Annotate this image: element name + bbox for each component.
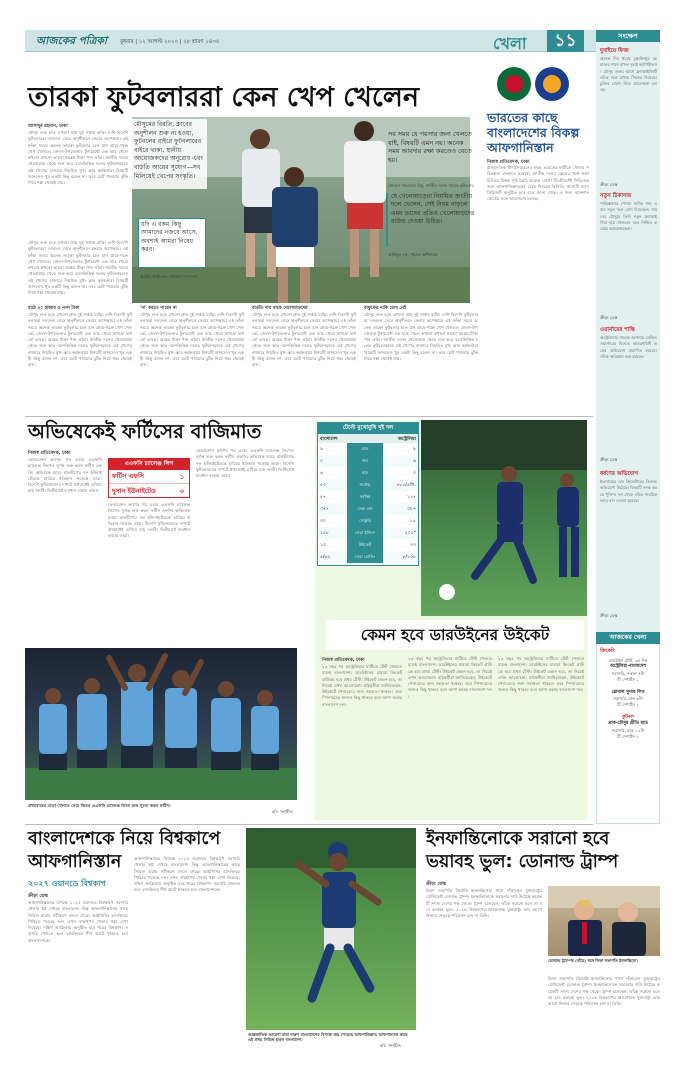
fortis-body-col3: ফেডারেশন কাপের পর এবার এএফসি চ্যালেঞ্জ লিগেও দুর্দান্ত শুরু করল ফর্টিস এফসি। অভিষেক ম্যাচে মালদ্বীপের দল ইউনাইটেডকে হারিয়ে ইতিহাস গড়েছে তারা। বিদেশি ফুটবলারদের দাপটে প্রথমার্ধেই এগিয়ে যায় দলটি। দ্বিতীয়ার্ধে ব্যবধান বাড়ায় তারা। bbox=[196, 448, 294, 479]
table-row bbox=[318, 491, 418, 503]
lead-quote3-box bbox=[386, 193, 478, 247]
table-cell: ৩০ bbox=[320, 519, 326, 524]
section-divider-bottom bbox=[25, 824, 593, 825]
table-row-label: সেরা বোলিং bbox=[347, 551, 383, 563]
table-row bbox=[318, 443, 418, 455]
page-number: ১১ bbox=[547, 30, 584, 52]
table-col-header: বাংলাদেশ bbox=[320, 436, 338, 442]
afghan-byline: ক্রীড়া ডেস্ক bbox=[28, 894, 48, 899]
table-row-label: সেরা ইনিংস bbox=[347, 527, 383, 539]
right-feature-body: রাজনৈতিক টানাপোড়েনের ফলে ভারতের মাটিতে খেলার পরিকল্পনা বদলাতে হয়েছে। জাতীয় দলের ফ্রেমের সঙ্গে তাল মিলিয়ে বিকল্প সূচি তৈরি করেছে বোর্ড। টি-টোয়েন্টি সিরিজের জন্য আফগানিস্তানকেই বেছে নিয়েছে বিসিবি। আগামী মাসে সিরিজটি অনুষ্ঠিত হবে বলে জানা গেছে। এ জন্য আফগান বোর্ডের সঙ্গে আলোচনা চলছে। bbox=[487, 165, 589, 202]
sidebar-item2-title[interactable]: নতুন ঠিকানায় bbox=[600, 193, 632, 199]
darwin-table-title: টেস্টে মুখোমুখি দুই দল bbox=[318, 423, 418, 434]
lead-col-a: মৌসুম শুরু হতে এখনো প্রায় দুই সপ্তাহ বাকি। দেশি-বিদেশি ফুটবলাররা দলবদল সেরে অনুশীলনে ফেরার অপেক্ষায়। এই ফাঁকা সময়ে অনেক তারকা ফুটবলার চলে যান গ্রামে-গঞ্জে খেপ খেলতে। জেলা-উপজেলার টুর্নামেন্টে এক ম্যাচ খেলে কখনো কখনো ভালো অঙ্কের টাকা পান তাঁরা। জাতীয় দলের খেলোয়াড় থেকে শুরু করে বয়সভিত্তিক দলের ফুটবলাররাও এই খেপের বাজারে নিয়মিত মুখ। ক্লাব কর্মকর্তারা বিষয়টি জানলেও খুব একটা কিছু বলেন না। তবে চোট পাওয়ার ঝুঁকি নিয়ে শঙ্কা থেকেই যায়। bbox=[28, 312, 132, 368]
tv-item: টি স্পোর্টস ১ bbox=[617, 677, 639, 683]
fortis-byline: নিজস্ব প্রতিবেদক, ঢাকা bbox=[28, 451, 71, 456]
fortis-body-col1: ফেডারেশন কাপের পর এবার এএফসি চ্যালেঞ্জ লিগেও দুর্দান্ত শুরু করল ফর্টিস এফসি। অভিষেক ম্যাচে মালদ্বীপের দল ইউনাইটেডকে হারিয়ে ইতিহাস গড়েছে তারা। বিদেশি ফুটবলারদের দাপটে প্রথমার্ধেই এগিয়ে যায় দলটি। দ্বিতীয়ার্ধে ব্যবধান বাড়ায় তারা। bbox=[28, 457, 102, 494]
table-row-label: জয় bbox=[347, 455, 383, 467]
darwin-table-box bbox=[317, 422, 419, 566]
afghan-body-col2: আফগানিস্তানের বিপক্ষে ২০২৪ ওয়ানডে বিশ্বকাপে সরাসরি খেলার স্বপ্ন দেখছে বাংলাদেশ। কিন্তু আফগানিস্তানের কাছে সিরিজ হারায় সমীকরণ বদলে গেছে। আইসিসির র‍্যাংকিংয়ে পিছিয়ে পড়েছে দল। এখন বাছাইপর্ব খেলার শঙ্কা দেখা দিয়েছে। দক্ষিণ আফ্রিকায় অনুষ্ঠিত হবে পরের বিশ্বকাপ। সরাসরি খেলতে হলে র‍্যাংকিংয়ে শীর্ষ আটে থাকতে হবে বাংলাদেশকে। bbox=[134, 856, 240, 893]
lead-quote1-attr: আমির আমিরুল, সাধারণ সম্পাদক bbox=[140, 274, 198, 279]
tv-item: ফুটবল bbox=[622, 714, 634, 720]
tv-item: প্রাক-মৌসুম প্রীতি ম্যাচ bbox=[608, 721, 648, 727]
table-cell: ০ bbox=[320, 459, 323, 464]
table-cell: ১৩ bbox=[320, 543, 326, 548]
trump-headline[interactable]: ইনফান্তিনোকে সরানো হবে ভয়াবহ ভুল: ডোনাল্ড ট্রাম্প bbox=[426, 829, 619, 872]
sidebar-item2-src: ক্রীড়া ডেস্ক bbox=[600, 315, 618, 320]
darwin-byline: নিজস্ব প্রতিবেদক, ঢাকা bbox=[322, 658, 365, 663]
tv-item: সরাসরি, রাত ৮টা bbox=[613, 696, 643, 702]
table-cell: ১৫ bbox=[410, 519, 416, 524]
tv-item: সরাসরি, রাত ১২টা bbox=[611, 727, 645, 733]
score-team2: দুসান ইউনাইটেড bbox=[112, 486, 156, 495]
sidebar-header: সংক্ষেপ bbox=[596, 30, 660, 42]
tv-item: ডারউইন টেস্ট, ৩য় দিন bbox=[608, 658, 648, 663]
tv-item: সরাসরি, সকাল ৭টা bbox=[611, 670, 645, 676]
table-cell: ৫/৬২ bbox=[320, 555, 331, 560]
score-value1: ১ bbox=[179, 472, 185, 481]
score-header: এএফসি চ্যালেঞ্জ লিগ bbox=[109, 459, 189, 470]
sidebar-item3-title[interactable]: ওয়ার্নারের শাস্তি bbox=[600, 327, 635, 333]
table-row-label: সর্বোচ্চ bbox=[347, 479, 383, 491]
sidebar-item4-title[interactable]: ধর্ষণের অভিযোগ bbox=[600, 471, 639, 477]
trump-body-col1: ফিফা সভাপতি জিয়ান্নি ইনফান্তিনোর পাশে দাঁড়ালেন যুক্তরাষ্ট্রের প্রেসিডেন্ট ডোনাল্ড ট্রাম্প। ইনফান্তিনোকে সরানোর দাবি উঠেছে কয়েকটি সদস্য দেশের পক্ষ থেকে। ট্রাম্প বলেছেন, তাঁকে সরানো হলে তা হবে ভয়াবহ ভুল। ২০২৬ বিশ্বকাপের আয়োজক যুক্তরাষ্ট্র। তার আগে ফিফার নেতৃত্বে পরিবর্তন চান না তিনি। bbox=[426, 888, 542, 919]
tv-item: গ্লোবাল সুপার লিগ bbox=[611, 689, 645, 695]
lead-quote2: সব সময় যে পয়সার জন্য খেলতে যাই, বিষয়টি এমন নয়। অনেক সময় আবদার রক্ষা করতেও যেতে হয়। bbox=[388, 130, 472, 164]
table-cell: ৬ bbox=[320, 471, 323, 476]
table-cell: ২০১* bbox=[404, 531, 416, 536]
table-row bbox=[318, 551, 418, 563]
afghan-headline[interactable]: বাংলাদেশকে নিয়ে বিশ্বকাপে আফগানিস্তান bbox=[28, 829, 221, 872]
score-team1: ফর্টিস এফসি bbox=[112, 472, 145, 480]
lead-subhead1: মাঠে ৫০ হাজার ও নগদ টাকা bbox=[28, 306, 80, 311]
table-cell: ৩৩ bbox=[410, 543, 416, 548]
lead-col-d: মৌসুম শুরু হতে এখনো প্রায় দুই সপ্তাহ বাকি। দেশি-বিদেশি ফুটবলাররা দলবদল সেরে অনুশীলনে ফেরার অপেক্ষায়। এই ফাঁকা সময়ে অনেক তারকা ফুটবলার চলে যান গ্রামে-গঞ্জে খেপ খেলতে। জেলা-উপজেলার টুর্নামেন্টে এক ম্যাচ খেলে কখনো কখনো ভালো অঙ্কের টাকা পান তাঁরা। জাতীয় দলের খেলোয়াড় থেকে শুরু করে বয়সভিত্তিক দলের ফুটবলাররাও এই খেপের বাজারে নিয়মিত মুখ। ক্লাব কর্মকর্তারা বিষয়টি জানলেও খুব একটা কিছু বলেন না। তবে চোট পাওয়ার ঝুঁকি নিয়ে শঙ্কা থেকেই যায়। bbox=[364, 312, 478, 362]
afghan-subhead: ২০২৭ ওয়ানডে বিশ্বকাপ bbox=[28, 879, 106, 888]
table-cell: ১১৭ bbox=[407, 495, 416, 500]
lead-headline[interactable]: তারকা ফুটবলাররা কেন খেপ খেলেন bbox=[28, 82, 419, 113]
darwin-body-col1: ২৩ বছর পর অস্ট্রেলিয়ার মাটিতে টেস্ট খেলতে যাচ্ছে বাংলাদেশ। ডারউইনের মারারা ক্রিকেট গ্রাউন্ডে হবে প্রথম টেস্ট। উইকেট কেমন হবে, তা নিয়েই এখন আলোচনা। মাঠকর্মীরা জানিয়েছেন, উইকেটে পেসারদের জন্য সহায়তা থাকবে। তবে স্পিনারদের জন্যও কিছু থাকবে বলে আশা করছে বাংলাদেশ দল। bbox=[322, 664, 402, 707]
fortis-body-col2: ফেডারেশন কাপের পর এবার এএফসি চ্যালেঞ্জ লিগেও দুর্দান্ত শুরু করল ফর্টিস এফসি। অভিষেক ম্যাচে মালদ্বীপের দল ইউনাইটেডকে হারিয়ে ইতিহাস গড়েছে তারা। বিদেশি ফুটবলারদের দাপটে প্রথমার্ধেই এগিয়ে যায় দলটি। দ্বিতীয়ার্ধে ব্যবধান বাড়ায় তারা। bbox=[108, 502, 190, 539]
fortis-photo bbox=[25, 648, 297, 800]
sidebar-item2-body: পাকিস্তানের পেসার নাসিম শাহ এবার নতুন দলে যোগ দিয়েছেন। সামনের মৌসুমে তিনি নতুন ফ্র্যাঞ্চাইজির হয়ে খেলবেন বলে নিশ্চিত করেছে আয়োজকেরা। bbox=[600, 201, 657, 232]
sidebar-item3-body: অস্ট্রেলিয়ার সাবেক ওপেনার ডেভিড ওয়ার্নারের বিরুদ্ধে আচরণবিধি ভঙ্গের অভিযোগ প্রমাণিত হয়েছে। তাঁকে জরিমানা করা হয়েছে। bbox=[600, 335, 657, 359]
section-title: খেলা bbox=[493, 34, 527, 53]
table-row-label: সেরা রান bbox=[347, 503, 383, 515]
lead-inset-quote: মৌসুমের বিরতি, ক্লাবের অনুশীলন শুরু না হওয়া, ফুটবলের বাইরে ফুটবলারের বাইরে থাকা, স্থানীয় আয়োজকদের অনুরোধ এবং বাড়তি আয়ের সুযোগ—সব মিলিয়েই খেপের সংস্কৃতি। bbox=[132, 119, 207, 189]
lead-body-col1b: মৌসুম শুরু হতে এখনো প্রায় দুই সপ্তাহ বাকি। দেশি-বিদেশি ফুটবলাররা দলবদল সেরে অনুশীলনে ফেরার অপেক্ষায়। এই ফাঁকা সময়ে অনেক তারকা ফুটবলার চলে যান গ্রামে-গঞ্জে খেপ খেলতে। জেলা-উপজেলার টুর্নামেন্টে এক ম্যাচ খেলে কখনো কখনো ভালো অঙ্কের টাকা পান তাঁরা। জাতীয় দলের খেলোয়াড় থেকে শুরু করে বয়সভিত্তিক দলের ফুটবলাররাও এই খেপের বাজারে নিয়মিত মুখ। ক্লাব কর্মকর্তারা বিষয়টি জানলেও খুব একটা কিছু বলেন না। তবে চোট পাওয়ার ঝুঁকি নিয়ে শঙ্কা থেকেই যায়। bbox=[28, 240, 128, 296]
trump-caption: ডোনাল্ড ট্রাম্পের (বাঁয়ে) সঙ্গে ফিফা সভাপতি ইনফান্তিনো। bbox=[548, 958, 638, 963]
sidebar-item4-src: ক্রীড়া ডেস্ক bbox=[600, 613, 618, 618]
lead-byline: আসাদুর রহমান, ঢাকা bbox=[28, 124, 68, 129]
lead-col-c: মৌসুম শুরু হতে এখনো প্রায় দুই সপ্তাহ বাকি। দেশি-বিদেশি ফুটবলাররা দলবদল সেরে অনুশীলনে ফেরার অপেক্ষায়। এই ফাঁকা সময়ে অনেক তারকা ফুটবলার চলে যান গ্রামে-গঞ্জে খেপ খেলতে। জেলা-উপজেলার টুর্নামেন্টে এক ম্যাচ খেলে কখনো কখনো ভালো অঙ্কের টাকা পান তাঁরা। জাতীয় দলের খেলোয়াড় থেকে শুরু করে বয়সভিত্তিক দলের ফুটবলাররাও এই খেপের বাজারে নিয়মিত মুখ। ক্লাব কর্মকর্তারা বিষয়টি জানলেও খুব একটা কিছু বলেন না। তবে চোট পাওয়ার ঝুঁকি নিয়ে শঙ্কা থেকেই যায়। bbox=[252, 312, 356, 368]
masthead-date: বুধবার | ১২ আগস্ট ২০২০ | ২৮ শ্রাবণ ১৪৩৫ bbox=[120, 39, 220, 45]
table-cell: ৯ bbox=[320, 447, 323, 452]
afghan-body-col1: আফগানিস্তানের বিপক্ষে ২০২৪ ওয়ানডে বিশ্বকাপে সরাসরি খেলার স্বপ্ন দেখছে বাংলাদেশ। কিন্তু আফগানিস্তানের কাছে সিরিজ হারায় সমীকরণ বদলে গেছে। আইসিসির র‍্যাংকিংয়ে পিছিয়ে পড়েছে দল। এখন বাছাইপর্ব খেলার শঙ্কা দেখা দিয়েছে। দক্ষিণ আফ্রিকায় অনুষ্ঠিত হবে পরের বিশ্বকাপ। সরাসরি খেলতে হলে র‍্যাংকিংয়ে শীর্ষ আটে থাকতে হবে বাংলাদেশকে। bbox=[28, 900, 128, 943]
table-row bbox=[318, 479, 418, 491]
right-feature-headline[interactable]: ভারতের কাছে বাংলাদেশের বিকল্প আফগানিস্তান bbox=[487, 110, 580, 155]
table-col-header bbox=[347, 434, 383, 443]
fortis-headline[interactable]: অভিষেকেই ফর্টিসের বাজিমাত bbox=[28, 420, 262, 443]
afghan-caption: আন্তর্জাতিক আয়েশা মায়া দারুণ বাংলাদেশের বিপক্ষে জয় পেয়েছে আফগানিস্তান। আফগানদের কাছে এই প্রথম সিরিজ হারল বাংলাদেশ। bbox=[248, 1032, 408, 1043]
table-row bbox=[318, 503, 418, 515]
table-cell: ১৫৮ bbox=[320, 531, 329, 536]
darwin-headline[interactable]: কেমন হবে ডারউইনের উইকেট bbox=[326, 620, 584, 650]
tv-header: আজকের খেলা bbox=[596, 632, 660, 644]
darwin-body-col2: ২৩ বছর পর অস্ট্রেলিয়ার মাটিতে টেস্ট খেলতে যাচ্ছে বাংলাদেশ। ডারউইনের মারারা ক্রিকেট গ্রাউন্ডে হবে প্রথম টেস্ট। উইকেট কেমন হবে, তা নিয়েই এখন আলোচনা। মাঠকর্মীরা জানিয়েছেন, উইকেটে পেসারদের জন্য সহায়তা থাকবে। তবে স্পিনারদের জন্যও কিছু থাকবে বলে আশা করছে বাংলাদেশ দল। bbox=[408, 656, 492, 699]
trump-byline: ক্রীড়া ডেস্ক bbox=[426, 882, 446, 887]
right-feature-byline: নিজস্ব প্রতিবেদক, ঢাকা bbox=[487, 160, 530, 165]
sidebar-item4-body: ইংল্যান্ডের এক ক্রিকেটারের বিরুদ্ধে অভিযোগ উঠেছে। বিষয়টি তদন্ত করছে পুলিশ। দল থেকে তাঁকে সাময়িকভাবে বাদ দেওয়া হয়েছে। bbox=[600, 479, 657, 503]
table-row-label: উইকেট bbox=[347, 539, 383, 551]
sidebar-item1-src: ক্রীড়া ডেস্ক bbox=[600, 182, 618, 187]
table-cell: ৬ bbox=[413, 459, 416, 464]
table-row bbox=[318, 467, 418, 479]
tv-list bbox=[598, 658, 658, 740]
table-row-label: সেঞ্চুরি bbox=[347, 515, 383, 527]
section-divider bbox=[25, 416, 593, 417]
tv-item: টি স্পোর্টস ১ bbox=[617, 734, 639, 740]
table-col-header: অস্ট্রেলিয়া bbox=[397, 436, 416, 442]
table-row bbox=[318, 515, 418, 527]
right-feature-logos bbox=[494, 58, 576, 106]
darwin-table bbox=[318, 434, 418, 563]
table-cell: ৩৮৭ bbox=[407, 507, 416, 512]
lead-quote1: যদি এ রকম কিছু আমাদের নজরে আসে, অবশ্যই আমরা নিষেধ করব। bbox=[141, 221, 198, 254]
table-row bbox=[318, 539, 418, 551]
darwin-body-col3: ২৩ বছর পর অস্ট্রেলিয়ার মাটিতে টেস্ট খেলতে যাচ্ছে বাংলাদেশ। ডারউইনের মারারা ক্রিকেট গ্রাউন্ডে হবে প্রথম টেস্ট। উইকেট কেমন হবে, তা নিয়েই এখন আলোচনা। মাঠকর্মীরা জানিয়েছেন, উইকেটে পেসারদের জন্য সহায়তা থাকবে। তবে স্পিনারদের জন্যও কিছু থাকবে বলে আশা করছে বাংলাদেশ দল। bbox=[498, 656, 584, 693]
masthead-logo[interactable]: আজকের পত্রিকা bbox=[36, 35, 107, 47]
fortis-credit: ছবি: সংগৃহীত bbox=[272, 809, 293, 814]
lead-quote1-box bbox=[138, 218, 206, 268]
table-row-label: হার bbox=[347, 467, 383, 479]
darwin-photo bbox=[421, 420, 587, 616]
tv-sub: ক্রিকেট bbox=[600, 648, 614, 654]
afghan-photo bbox=[246, 828, 416, 1030]
lead-quote3: যে খেলোয়াড়েরা নিয়মিত জাতীয় দলে খেলেন, সেই নিয়ম বাড়লে এমন তাদের প্রতিও খেলোয়াড়দের রাউন্ড দেওয়া উচিত। bbox=[391, 193, 475, 226]
fortis-caption: প্রথমবারের মতো খেলতে নেমে জিতে এএফসি চ্যালেঞ্জ লিগে শুভ সূচনা করল ফর্টিস। bbox=[28, 803, 171, 808]
trump-photo bbox=[548, 886, 660, 956]
table-cell: ৯ bbox=[413, 447, 416, 452]
lead-quote2-attr: সোহেল সারওয়ার রিনু, জাতীয় দলের সাবেক ফুটবলার bbox=[388, 183, 474, 188]
table-row-label: ম্যাচ bbox=[347, 443, 383, 455]
fortis-scorebox bbox=[108, 458, 190, 498]
tv-item: অস্ট্রেলিয়া-বাংলাদেশ bbox=[610, 664, 646, 670]
tv-item: টি স্পোর্টস ২ bbox=[617, 702, 639, 708]
table-row bbox=[318, 527, 418, 539]
lead-subhead4: বাফুফের নাকি চোখ নেই bbox=[364, 306, 407, 311]
lead-col-b: মৌসুম শুরু হতে এখনো প্রায় দুই সপ্তাহ বাকি। দেশি-বিদেশি ফুটবলাররা দলবদল সেরে অনুশীলনে ফেরার অপেক্ষায়। এই ফাঁকা সময়ে অনেক তারকা ফুটবলার চলে যান গ্রামে-গঞ্জে খেপ খেলতে। জেলা-উপজেলার টুর্নামেন্টে এক ম্যাচ খেলে কখনো কখনো ভালো অঙ্কের টাকা পান তাঁরা। জাতীয় দলের খেলোয়াড় থেকে শুরু করে বয়সভিত্তিক দলের ফুটবলাররাও এই খেপের বাজারে নিয়মিত মুখ। ক্লাব কর্মকর্তারা বিষয়টি জানলেও খুব একটা কিছু বলেন না। তবে চোট পাওয়ার ঝুঁকি নিয়ে শঙ্কা থেকেই যায়। bbox=[140, 312, 244, 368]
lead-quote3-attr: আমিনুল হক, সাবেক অধিনায়ক bbox=[388, 252, 438, 257]
sidebar-item1-body: অনেক দিন ধরেই মুস্তাফিজুর রহমানের পাশে রাখল দুবাই ক্যাপিটালস। মৌসুম শুরুর আগে ফ্র্যাঞ্চাইজিটি তাঁকে দলে রাখার সিদ্ধান্ত নিয়েছে। চুক্তির মেয়াদ নিয়ে আলোচনা চলছে। bbox=[600, 56, 657, 93]
lead-subhead2: 'না' করতে পারেন না bbox=[140, 306, 177, 311]
afghan-credit: ছবি: সংগৃহীত bbox=[380, 1043, 401, 1048]
table-row bbox=[318, 455, 418, 467]
lead-body-col1: মৌসুম শুরু হতে এখনো প্রায় দুই সপ্তাহ বাকি। দেশি-বিদেশি ফুটবলাররা দলবদল সেরে অনুশীলনে ফেরার অপেক্ষায়। এই ফাঁকা সময়ে অনেক তারকা ফুটবলার চলে যান গ্রামে-গঞ্জে খেপ খেলতে। জেলা-উপজেলার টুর্নামেন্টে এক ম্যাচ খেলে কখনো কখনো ভালো অঙ্কের টাকা পান তাঁরা। জাতীয় দলের খেলোয়াড় থেকে শুরু করে বয়সভিত্তিক দলের ফুটবলাররাও এই খেপের বাজারে নিয়মিত মুখ। ক্লাব কর্মকর্তারা বিষয়টি জানলেও খুব একটা কিছু বলেন না। তবে চোট পাওয়ার ঝুঁকি নিয়ে শঙ্কা থেকেই যায়। bbox=[28, 130, 128, 186]
lead-subhead3: বাড়তি দায় থাকে খেলোয়াড়দের bbox=[252, 306, 308, 311]
table-row-label: সর্বনিম্ন bbox=[347, 491, 383, 503]
table-cell: ৮/১০৮ bbox=[402, 555, 416, 560]
table-cell: ৫৮১/৪ডি. bbox=[396, 483, 416, 488]
sidebar-item1-title[interactable]: দুবাইয়ে ফিজ bbox=[600, 48, 629, 54]
table-cell: ০ bbox=[413, 471, 416, 476]
table-cell: ৫৭ bbox=[320, 495, 326, 500]
score-value2: ০ bbox=[179, 487, 185, 495]
trump-body-col2: ফিফা সভাপতি জিয়ান্নি ইনফান্তিনোর পাশে দাঁড়ালেন যুক্তরাষ্ট্রের প্রেসিডেন্ট ডোনাল্ড ট্রাম্প। ইনফান্তিনোকে সরানোর দাবি উঠেছে কয়েকটি সদস্য দেশের পক্ষ থেকে। ট্রাম্প বলেছেন, তাঁকে সরানো হলে তা হবে ভয়াবহ ভুল। ২০২৬ বিশ্বকাপের আয়োজক যুক্তরাষ্ট্র। তার আগে ফিফার নেতৃত্বে পরিবর্তন চান না তিনি। bbox=[548, 976, 660, 1007]
table-cell: ৩৭৭ bbox=[320, 507, 329, 512]
table-cell: ৫০ bbox=[320, 483, 326, 488]
sidebar-item3-src: ক্রীড়া ডেস্ক bbox=[600, 457, 618, 462]
